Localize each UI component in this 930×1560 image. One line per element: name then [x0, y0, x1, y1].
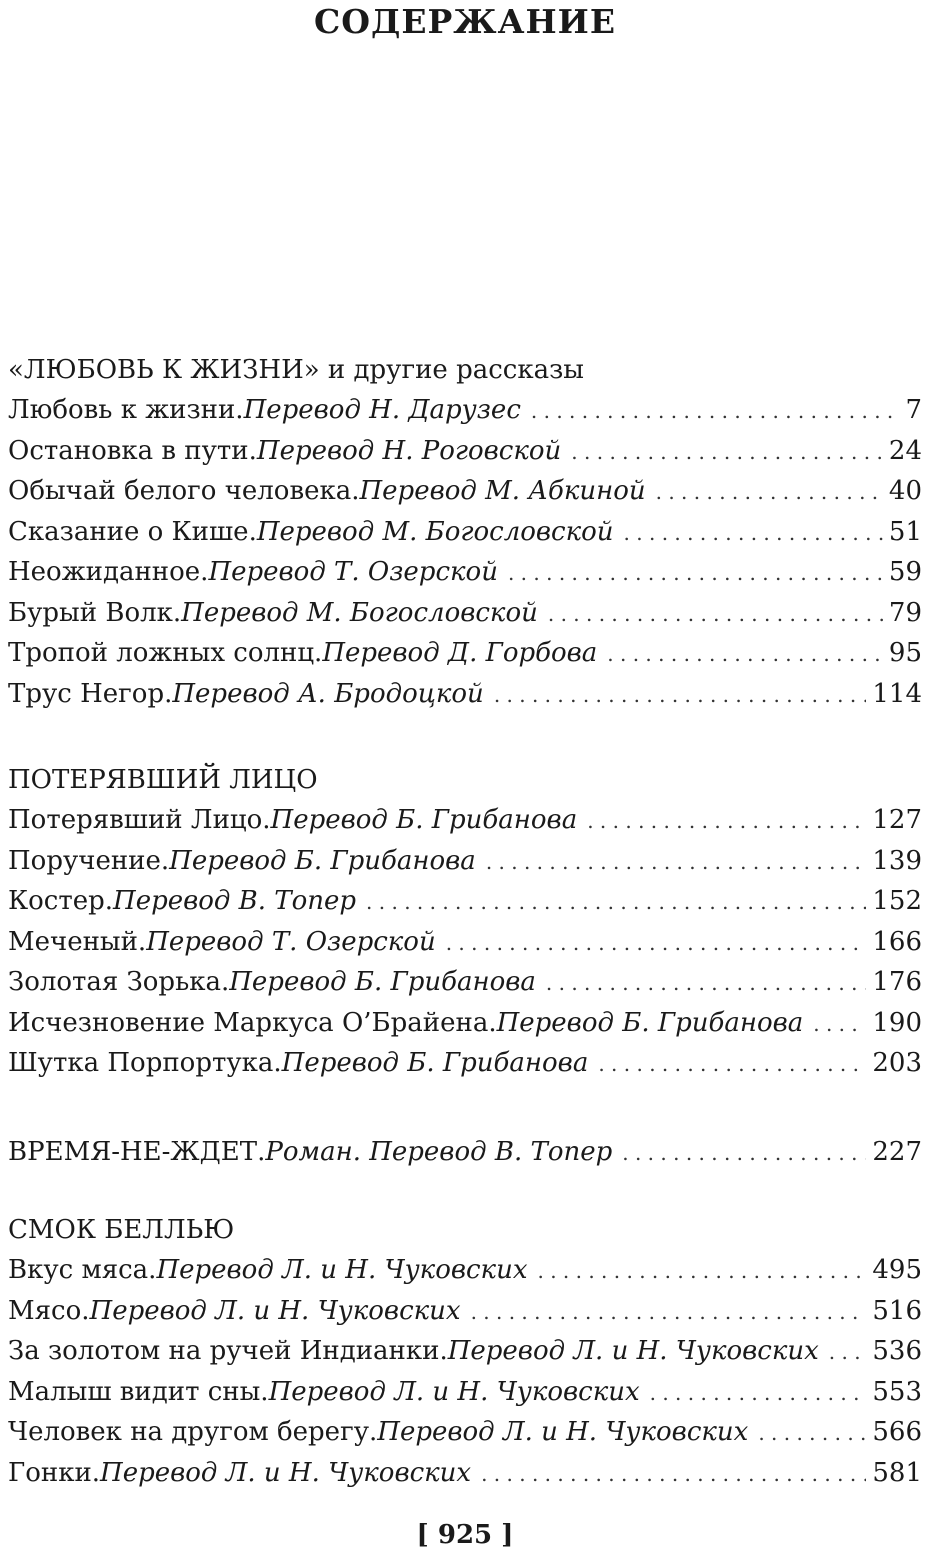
entry-page: 553: [872, 1376, 922, 1407]
dot-leader: [622, 1133, 866, 1174]
entry-translator: Перевод Л. и Н. Чуковских: [268, 1376, 640, 1407]
entry-page: 152: [872, 886, 922, 916]
dot-leader: [758, 1413, 866, 1454]
dot-leader: [587, 801, 866, 842]
entry-page: 7: [905, 395, 922, 425]
toc-entry[interactable]: [8, 512, 922, 553]
entry-translator: Перевод А. Бродоцкой: [172, 678, 484, 709]
entry-translator: Перевод В. Топер: [113, 886, 357, 916]
entry-title: Человек на другом берегу.: [8, 1417, 378, 1447]
toc-entry[interactable]: [8, 471, 922, 512]
toc-entry[interactable]: [8, 922, 922, 963]
entry-title: Меченый.: [8, 926, 147, 957]
toc-entry[interactable]: [8, 1372, 922, 1413]
entry-translator: Перевод Т. Озерской: [146, 926, 436, 957]
dot-leader: [813, 1004, 866, 1045]
section-heading-main: ПОТЕРЯВШИЙ ЛИЦО: [8, 765, 318, 795]
entry-translator: Роман. Перевод В. Топер: [265, 1137, 613, 1167]
entry-title: Поручение.: [8, 845, 170, 876]
entry-title: Шутка Порпортука.: [8, 1048, 282, 1078]
entry-translator: Перевод М. Богословской: [181, 597, 538, 628]
entry-title: Вкус мяса.: [8, 1255, 157, 1285]
entry-page: 581: [872, 1457, 922, 1488]
toc-entry[interactable]: [8, 841, 922, 882]
toc-entry[interactable]: [8, 1412, 922, 1453]
entry-title: За золотом на ручей Индианки.: [8, 1336, 448, 1366]
dot-leader: [624, 513, 883, 554]
toc-entry[interactable]: [8, 552, 922, 593]
toc-entry[interactable]: [8, 1453, 922, 1494]
section-heading: [8, 350, 922, 390]
toc-section-smoke-bellew: [8, 1210, 922, 1493]
dot-leader: [656, 472, 883, 513]
dot-leader: [548, 594, 883, 635]
toc-entry[interactable]: [8, 1331, 922, 1372]
entry-page: 79: [888, 597, 922, 628]
entry-translator: Перевод Б. Грибанова: [229, 967, 536, 997]
entry-title: Костер.: [8, 886, 114, 916]
dot-leader: [531, 391, 900, 432]
toc-entry[interactable]: [8, 431, 922, 472]
toc-entry[interactable]: [8, 881, 922, 922]
entry-translator: Перевод Б. Грибанова: [281, 1048, 589, 1078]
entry-page: 139: [872, 845, 922, 876]
entry-title: Мясо.: [8, 1295, 90, 1326]
dot-leader: [546, 963, 866, 1004]
toc-entry[interactable]: [8, 674, 922, 715]
dot-leader: [366, 882, 866, 923]
entry-page: 114: [872, 678, 922, 709]
toc-section-love-of-life: [8, 350, 922, 714]
dot-leader: [481, 1454, 866, 1495]
entry-title: Золотая Зорька.: [8, 967, 230, 997]
entry-translator: Перевод Л. и Н. Чуковских: [100, 1457, 472, 1488]
entry-translator: Перевод Т. Озерской: [208, 557, 498, 587]
dot-leader: [598, 1044, 866, 1085]
entry-page: 495: [872, 1255, 922, 1285]
entry-page: 51: [888, 516, 922, 547]
toc-entry[interactable]: [8, 962, 922, 1003]
page-number: [ 925 ]: [416, 1520, 514, 1550]
entry-translator: Перевод Н. Дарузес: [243, 395, 521, 425]
dot-leader: [829, 1332, 867, 1373]
entry-translator: Перевод Л. и Н. Чуковских: [377, 1417, 749, 1447]
toc-entry[interactable]: [8, 1132, 922, 1173]
section-heading-rest: и другие рассказы: [319, 355, 584, 385]
entry-page: 176: [872, 967, 922, 997]
section-heading: [8, 1210, 922, 1250]
entry-title: Исчезновение Маркуса О’Брайена.: [8, 1007, 497, 1038]
entry-translator: Перевод Л. и Н. Чуковских: [156, 1255, 528, 1285]
section-heading: [8, 760, 922, 800]
toc-entry[interactable]: [8, 593, 922, 634]
section-heading-main: СМОК БЕЛЛЬЮ: [8, 1215, 235, 1245]
toc-section-lost-face: [8, 760, 922, 1084]
entry-translator: Перевод Н. Роговской: [256, 435, 562, 466]
entry-translator: Перевод Б. Грибанова: [169, 845, 476, 876]
toc-entry[interactable]: [8, 800, 922, 841]
dot-leader: [486, 842, 867, 883]
dot-leader: [607, 634, 883, 675]
toc-section-novel: [8, 1132, 922, 1173]
entry-title: Малыш видит сны.: [8, 1376, 269, 1407]
entry-translator: Перевод Б. Грибанова: [270, 805, 578, 835]
entry-page: 516: [872, 1295, 922, 1326]
entry-page: 227: [872, 1137, 922, 1167]
entry-page: 166: [872, 926, 922, 957]
entry-page: 203: [872, 1048, 922, 1078]
entry-title: Бурый Волк.: [8, 597, 182, 628]
entry-page: 24: [888, 435, 922, 466]
entry-translator: Перевод Л. и Н. Чуковских: [89, 1295, 461, 1326]
toc-entry[interactable]: [8, 1003, 922, 1044]
entry-page: 190: [872, 1007, 922, 1038]
entry-page: 536: [872, 1336, 922, 1366]
entry-translator: Перевод Д. Горбова: [322, 638, 598, 668]
entry-title: Потерявший Лицо.: [8, 805, 271, 835]
dot-leader: [650, 1373, 867, 1414]
toc-entry[interactable]: [8, 390, 922, 431]
dot-leader: [471, 1292, 867, 1333]
entry-title: Тропой ложных солнц.: [8, 638, 323, 668]
dot-leader: [537, 1251, 866, 1292]
entry-title: Любовь к жизни.: [8, 395, 244, 425]
entry-title: Трус Негор.: [8, 678, 173, 709]
dot-leader: [446, 923, 867, 964]
entry-translator: Перевод М. Абкиной: [359, 476, 646, 506]
entry-page: 59: [888, 557, 922, 587]
toc-entry[interactable]: [8, 1291, 922, 1332]
dot-leader: [508, 553, 883, 594]
entry-page: 95: [888, 638, 922, 668]
entry-title: ВРЕМЯ-НЕ-ЖДЕТ.: [8, 1137, 266, 1167]
toc-entry[interactable]: [8, 1043, 922, 1084]
entry-title: Неожиданное.: [8, 557, 209, 587]
entry-translator: Перевод Б. Грибанова: [496, 1007, 804, 1038]
entry-title: Остановка в пути.: [8, 435, 257, 466]
page-title: СОДЕРЖАНИЕ: [313, 2, 616, 41]
dot-leader: [571, 432, 883, 473]
entry-page: 40: [888, 476, 922, 506]
section-heading-main: «ЛЮБОВЬ К ЖИЗНИ»: [8, 355, 320, 385]
entry-page: 566: [872, 1417, 922, 1447]
entry-title: Обычай белого человека.: [8, 476, 360, 506]
toc-entry[interactable]: [8, 1250, 922, 1291]
entry-translator: Перевод М. Богословской: [256, 516, 614, 547]
entry-title: Сказание о Кише.: [8, 516, 257, 547]
entry-translator: Перевод Л. и Н. Чуковских: [447, 1336, 819, 1366]
entry-title: Гонки.: [8, 1457, 101, 1488]
dot-leader: [494, 675, 867, 716]
entry-page: 127: [872, 805, 922, 835]
toc-entry[interactable]: [8, 633, 922, 674]
